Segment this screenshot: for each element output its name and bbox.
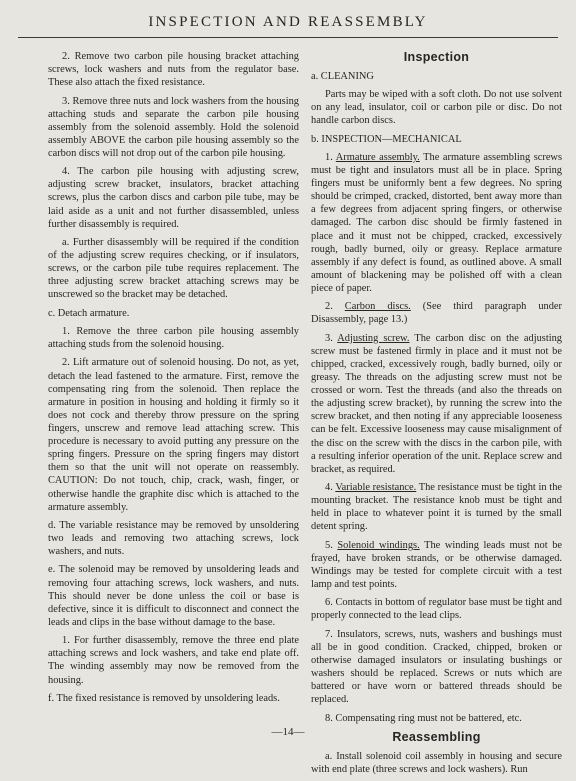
item-text: The winding leads must not be frayed, have broken strands, or be otherwise damaged. Windings may be tested for complete circuit with a test lamp and test points. <box>311 539 562 590</box>
subsection-heading-cleaning: a. CLEANING <box>311 70 374 82</box>
paragraph: 3. Remove three nuts and lock washers from the housing attaching studs and separate the carbon pile housing assembly from the solenoid assembly. Hold the solenoid assembly ABOVE the carbon pile housing assembly so the carbon discs will not drop out of the carbon pile housing. <box>48 95 299 159</box>
page-number: —14— <box>271 726 305 738</box>
paragraph: 2. Lift armature out of solenoid housing. Do not, as yet, detach the lead fastened to the armature. First, remove the compensating ring from the solenoid. Then replace the armature in position in housing and holding it firmly so it does not cock and thereby throw pressure on the spring fingers, unscrew and remove lead attaching screw. This procedure is necessary to avoid putting any pressure on the spring fingers. Pressure on the spring fingers may distort them so that the unit will not operate on reassembly. CAUTION: Do not touch, chip, crack, wash, finger, or otherwise handle the graphite disc which is attached to the armature assembly. <box>48 357 299 513</box>
paragraph: a. Further disassembly will be required if the condition of the adjusting screw requires checking, or if insulators, screws, or the carbon pile tube requires replacement. The three adjusting screw bracket attaching screws may be unscrewed so the bracket may be detached. <box>48 236 299 301</box>
paragraph-heading: c. Detach armature. <box>48 307 130 319</box>
section-title-reassembling: Reassembling <box>392 729 481 744</box>
inspection-item-1 <box>311 151 562 295</box>
inspection-item-2 <box>311 300 562 326</box>
item-number: 2. <box>325 301 345 313</box>
item-title: Adjusting screw. <box>337 332 410 344</box>
paragraph: e. The solenoid may be removed by unsoldering leads and removing four attaching screws, lock washers, and nuts. This should never be done unless the coil or base is defective, since it is difficult to disconnect and connect the leads and clips in the base without damage to the base. <box>48 564 299 628</box>
item-title: Armature assembly. <box>335 151 420 163</box>
item-number: 1. <box>325 151 336 163</box>
item-number: 5. <box>325 539 338 551</box>
item-title: Carbon discs. <box>344 301 411 313</box>
inspection-item-5 <box>311 539 562 591</box>
inspection-item-4 <box>311 481 562 533</box>
item-number: 3. <box>325 332 338 344</box>
paragraph: 1. For further disassembly, remove the three end plate attaching screws and lock washers, and take end plate off. The winding assembly may now be removed from the housing. <box>48 635 299 686</box>
item-text: The armature assembling screws must be tight and insulators must all be in place. Spring fingers must be uniformly bent a few degrees. No spring should be crimped, cracked, distorted, bent away more than a few degrees from adjacent spring fingers, or otherwise damaged. The carbon disc should be firmly fastened in place and it must not be chipped, cracked, excessively rough, badly burned, oily or greasy. Replace armature assembly if any defect is found, as outlined above. A small amount of blackening may be polished off with a clean piece of paper. <box>311 151 562 294</box>
item-title: Solenoid windings. <box>337 539 420 551</box>
item-text: The carbon disc on the adjusting screw must be fastened firmly in place and it must not be chipped, cracked, excessively rough, badly burned, oily or greasy. The threads on the adjusting screw must not be crossed or worn. Test the threads (and also the threads on the adjusting screw bracket), by running the screw into the screw bracket, and then noting if any appreciable looseness can be felt. Excessive looseness may cause misalignment of the disc on the screw with the discs in the carbon pile, with a resulting inferior operation of the unit. Replace screw and bracket, as required. <box>311 332 562 475</box>
subsection-heading-mechanical: b. INSPECTION—MECHANICAL <box>311 133 462 145</box>
inspection-item-8: 8. Compensating ring must not be battered, etc. <box>325 712 522 724</box>
paragraph: f. The fixed resistance is removed by unsoldering leads. <box>48 692 280 704</box>
left-column <box>48 50 299 710</box>
section-title-inspection: Inspection <box>403 50 470 64</box>
paragraph: 1. Remove the three carbon pile housing assembly attaching studs from the solenoid housing. <box>48 326 299 351</box>
paragraph: Parts may be wiped with a soft cloth. Do not use solvent on any lead, insulator, coil or carbon pile or disc. Do not handle carbon discs. <box>311 89 562 127</box>
inspection-item-7: 7. Insulators, screws, nuts, washers and bushings must all be in good condition. Cracked, chipped, broken or otherwise damaged insulators or insulating bushings or washers should be replaced. Screws or nuts which are battered or have worn or battered threads should be replaced. <box>311 628 562 706</box>
paragraph: a. Install solenoid coil assembly in housing and secure with end plate (three screws and lock washers). Run <box>311 750 562 775</box>
paragraph: 2. Remove two carbon pile housing bracket attaching screws, lock washers and nuts from the regulator base. These also attach the fixed resistance. <box>48 51 299 89</box>
item-number: 4. <box>325 482 336 494</box>
item-title: Variable resistance. <box>335 482 417 494</box>
item-text: (See third paragraph under Disassembly, page 13.) <box>311 301 562 326</box>
page-header: INSPECTION AND REASSEMBLY <box>18 14 558 38</box>
paragraph: d. The variable resistance may be removed by unsoldering two leads and removing two attaching screws, lock washers, and nuts. <box>48 519 299 558</box>
inspection-item-3 <box>311 332 562 476</box>
paragraph: 4. The carbon pile housing with adjusting screw, adjusting screw bracket, insulators, bracket attaching screws, plus the carbon discs and carbon pile tube, may be laid aside as a unit and not further disassembled, unless further disassembly is required. <box>48 166 299 230</box>
inspection-item-6: 6. Contacts in bottom of regulator base must be tight and properly connected to the lead clips. <box>311 597 562 622</box>
item-text: The resistance must be tight in the mounting bracket. The resistance knob must be tight and held in place to whatever point it is turned by the small detent spring. <box>311 482 563 533</box>
right-column <box>311 50 562 781</box>
